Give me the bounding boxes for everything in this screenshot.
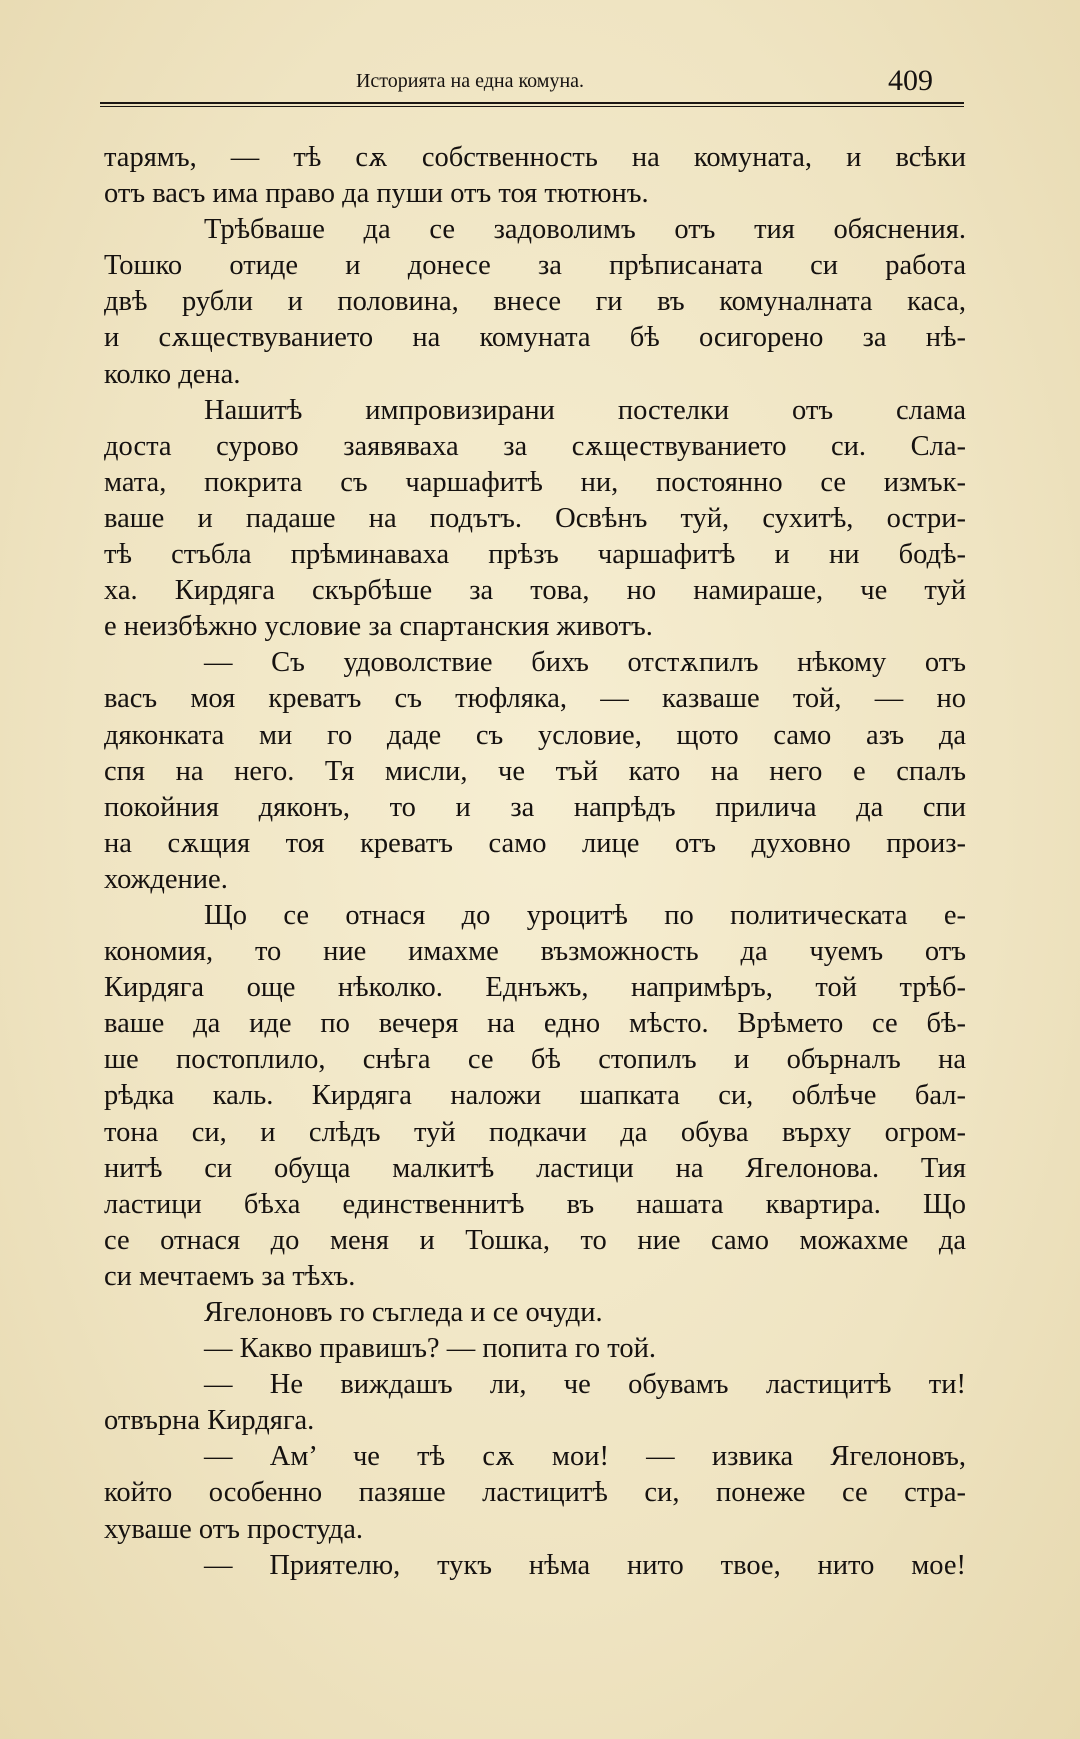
text-line: — Не виждашъ ли, че обувамъ ластицитѣ ти! (204, 1369, 966, 1401)
text-line: покойния дяконъ, то и за напрѣдъ прилича да спи (104, 791, 966, 823)
text-line: ха. Кирдяга скърбѣше за това, но намираше, че туй (104, 575, 966, 607)
text-line: ваше да иде по вечеря на едно мѣсто. Врѣмето се бѣ- (104, 1008, 966, 1040)
text-line: двѣ рубли и половина, внесе ги въ комуналната каса, (104, 286, 966, 318)
text-line: Тошко отиде и донесе за прѣписаната си работа (104, 250, 966, 282)
page-number: 409 (888, 64, 933, 97)
text-line: на сѫщия тоя креватъ само лице отъ духовно произ- (104, 827, 966, 859)
text-line: е неизбѣжно условие за спартанския животъ. (104, 611, 653, 643)
text-line: кономия, то ние имахме възможность да чуемъ отъ (104, 936, 966, 968)
text-line: рѣдка каль. Кирдяга наложи шапката си, облѣче бал- (104, 1080, 966, 1112)
text-line: ше постоплило, снѣга се бѣ стопилъ и обърналъ на (104, 1044, 966, 1076)
text-line: — Ам’ че тѣ сѫ мои! — извика Ягелоновъ, (204, 1441, 966, 1473)
text-line: Що се отнася до уроцитѣ по политическата е- (204, 899, 966, 931)
text-line: — Приятелю, тукъ нѣма нито твое, нито мое! (204, 1549, 966, 1581)
text-line: — Съ удоволствие бихъ отстѫпилъ нѣкому отъ (204, 647, 966, 679)
text-line: ваше и падаше на подътъ. Освѣнъ туй, сухитѣ, остри- (104, 502, 966, 534)
text-line: мата, покрита съ чаршафитѣ ни, постоянно се измък- (104, 466, 966, 498)
text-line: си мечтаемъ за тѣхъ. (104, 1260, 356, 1292)
text-line: който особенно пазяше ластицитѣ си, понеже се стра- (104, 1477, 966, 1509)
text-line: нитѣ си обуща малкитѣ ластици на Ягелонова. Тия (104, 1152, 966, 1184)
text-line: доста сурово заявяваха за сѫществуванието си. Сла- (104, 430, 966, 462)
text-line: хуваше отъ простуда. (104, 1513, 363, 1545)
text-line: хождение. (104, 863, 228, 895)
text-line: Трѣбваше да се задоволимъ отъ тия обяснения. (204, 214, 966, 246)
text-line: отъ васъ има право да пуши отъ тоя тютюнъ. (104, 178, 649, 210)
text-line: ластици бѣха единственнитѣ въ нашата квартира. Що (104, 1188, 966, 1220)
text-line: Нашитѣ импровизирани постелки отъ слама (204, 394, 966, 426)
running-title: Историята на една комуна. (355, 70, 585, 92)
text-line: отвърна Кирдяга. (104, 1405, 315, 1437)
text-line: тарямъ, — тѣ сѫ собственность на комуната, и всѣки (104, 142, 966, 173)
text-line: Кирдяга още нѣколко. Еднъжъ, напримѣръ, той трѣб- (104, 972, 966, 1004)
running-head (100, 62, 965, 98)
body-text (104, 140, 966, 1584)
text-line: се отнася до меня и Тошка, то ние само можахме да (104, 1224, 966, 1256)
text-line: — Какво правишъ? — попита го той. (204, 1333, 656, 1365)
text-line: колко дена. (104, 358, 241, 390)
text-line: спя на него. Тя мисли, че тъй като на него е спалъ (104, 755, 966, 787)
text-line: Ягелоновъ го съгледа и се очуди. (204, 1297, 603, 1328)
header-rule (100, 102, 964, 107)
text-line: васъ моя креватъ съ тюфляка, — казваше той, — но (104, 683, 966, 715)
text-line: дяконката ми го даде съ условие, щото само азъ да (104, 719, 966, 751)
text-line: тона си, и слѣдъ туй подкачи да обува върху огром- (104, 1116, 966, 1148)
text-line: тѣ стъбла прѣминаваха прѣзъ чаршафитѣ и ни бодѣ- (104, 539, 966, 571)
text-line: и сѫществуванието на комуната бѣ осигорено за нѣ- (104, 322, 966, 354)
